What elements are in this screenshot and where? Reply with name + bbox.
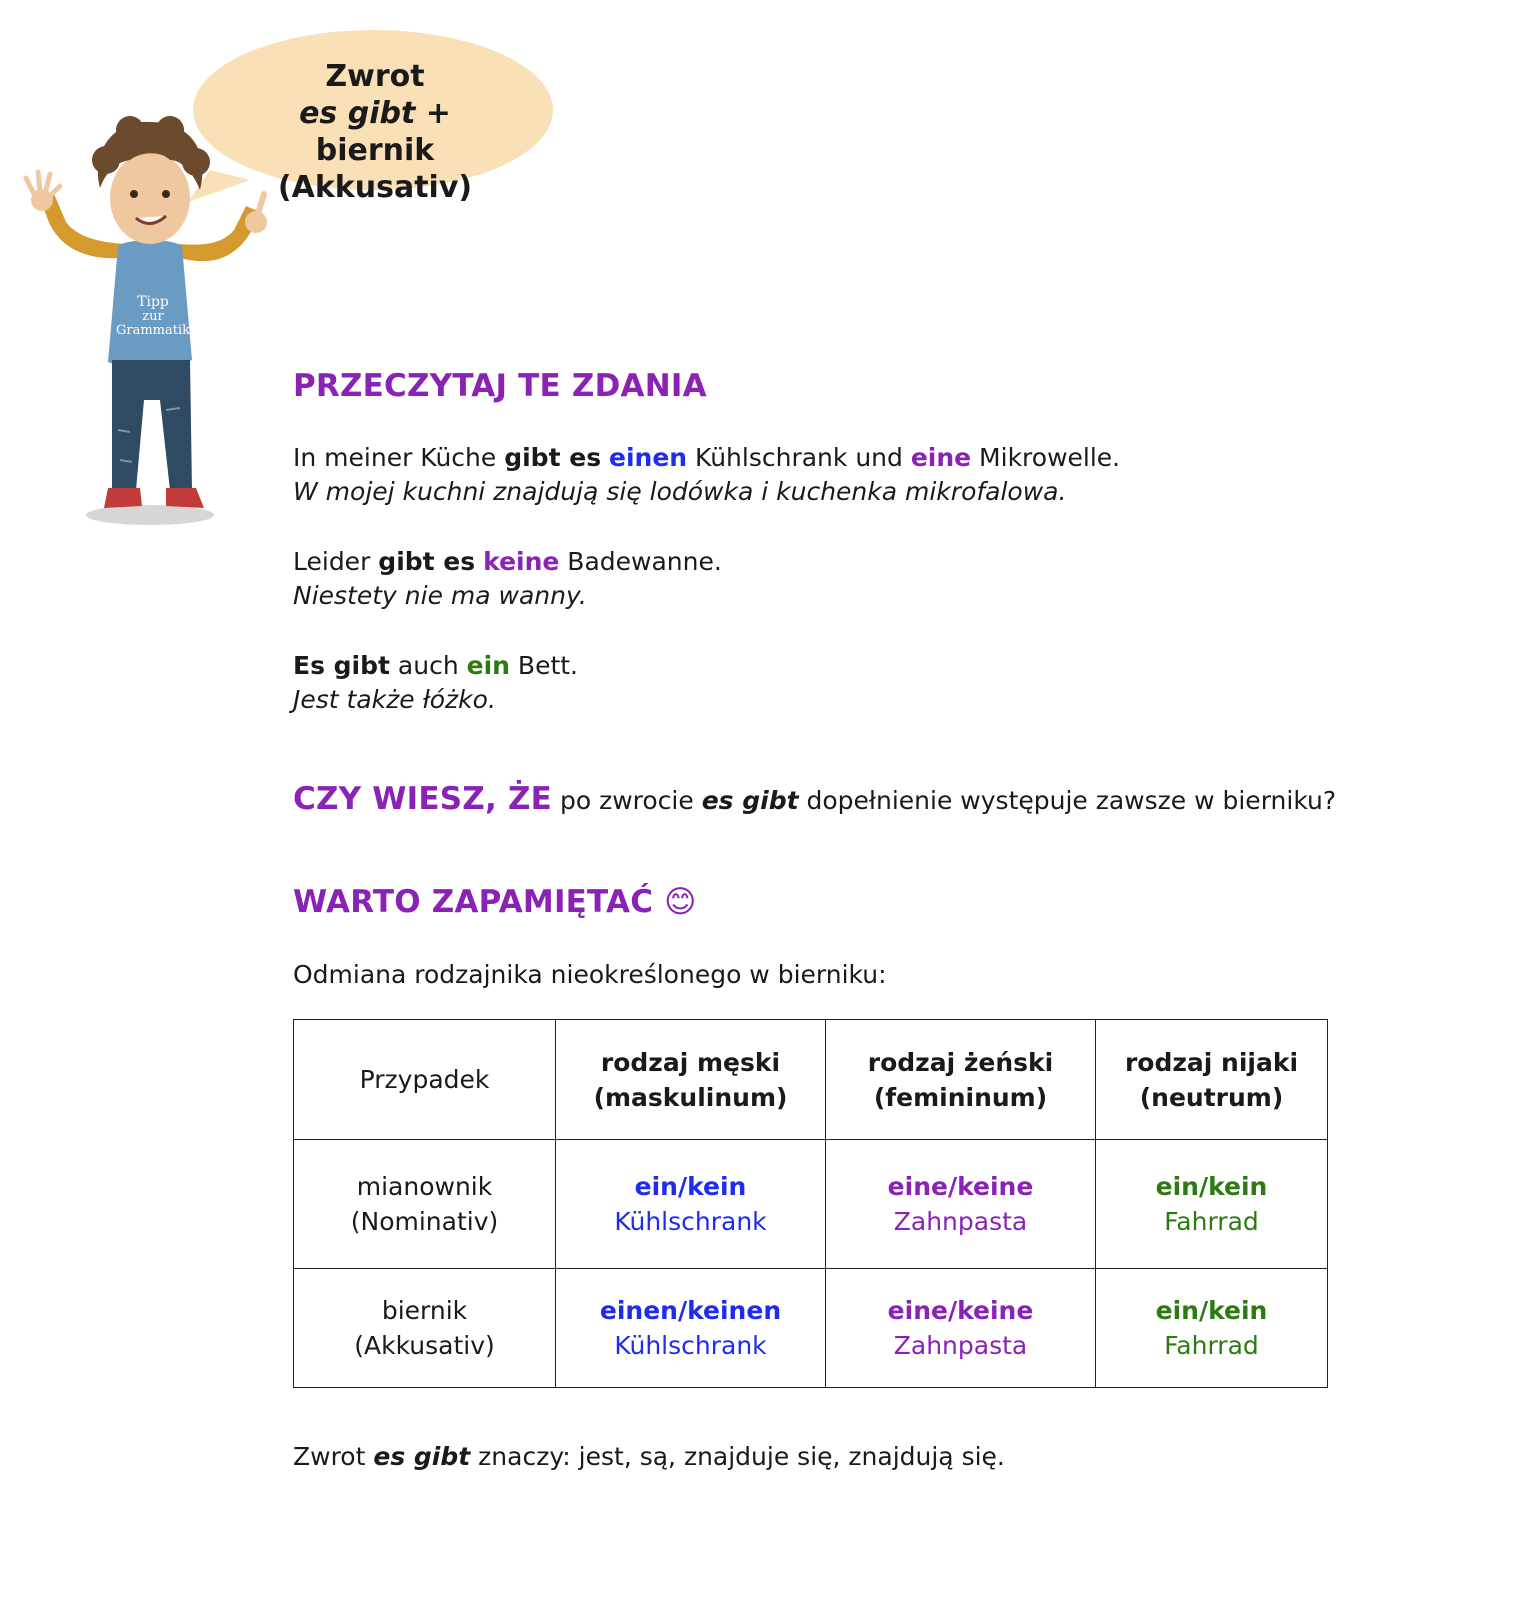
- header-neuter: rodzaj nijaki (neutrum): [1096, 1020, 1328, 1140]
- table-row: [294, 1269, 1328, 1388]
- sentence-3-translation: Jest także łóżko.: [293, 685, 496, 714]
- smile-emoji-icon: 😊: [664, 884, 697, 920]
- bubble-line-3: (Akkusativ): [277, 170, 473, 205]
- shirt-line-1: Tipp: [137, 294, 169, 310]
- section-heading-read: PRZECZYTAJ TE ZDANIA: [293, 368, 707, 404]
- cell-feminine: eine/keine Zahnpasta: [826, 1269, 1096, 1388]
- table-intro: Odmiana rodzajnika nieokreślonego w bierniku:: [293, 960, 887, 989]
- bubble-line-1: Zwrot: [325, 59, 425, 94]
- shirt-line-3: Grammatik: [115, 323, 191, 338]
- cell-case: biernik (Akkusativ): [294, 1269, 556, 1388]
- sentence-2-translation: Niestety nie ma wanny.: [293, 581, 587, 610]
- footer-note: Zwrot es gibt znaczy: jest, są, znajduje się, znajdują się.: [293, 1442, 1005, 1471]
- did-you-know: CZY WIESZ, ŻE po zwrocie es gibt dopełnienie występuje zawsze w bierniku?: [293, 781, 1337, 817]
- table-header-row: [294, 1020, 1328, 1140]
- sentence-1-translation: W mojej kuchni znajdują się lodówka i kuchenka mikrofalowa.: [293, 477, 1067, 506]
- header-masculine: rodzaj męski (maskulinum): [556, 1020, 826, 1140]
- sentence-1: In meiner Küche gibt es einen Kühlschrank und eine Mikrowelle.: [293, 443, 1121, 472]
- header-feminine: rodzaj żeński (femininum): [826, 1020, 1096, 1140]
- sentence-3: Es gibt auch ein Bett.: [293, 651, 578, 680]
- header-case: Przypadek: [294, 1020, 556, 1140]
- cell-neuter: ein/kein Fahrrad: [1096, 1269, 1328, 1388]
- cell-neuter: ein/kein Fahrrad: [1096, 1140, 1328, 1269]
- shirt-line-2: zur: [142, 309, 164, 324]
- cell-feminine: eine/keine Zahnpasta: [826, 1140, 1096, 1269]
- cell-case: mianownik (Nominativ): [294, 1140, 556, 1269]
- bubble-line-2: es gibt + biernik: [299, 96, 451, 168]
- cell-masculine: einen/keinen Kühlschrank: [556, 1269, 826, 1388]
- grammar-boy-illustration: [20, 110, 290, 530]
- section-heading-remember: WARTO ZAPAMIĘTAĆ 😊: [293, 884, 697, 920]
- table-row: [294, 1140, 1328, 1269]
- section-heading-did-you-know: CZY WIESZ, ŻE: [293, 781, 553, 817]
- article-declension-table: [293, 1019, 1328, 1388]
- cell-masculine: ein/kein Kühlschrank: [556, 1140, 826, 1269]
- sentence-2: Leider gibt es keine Badewanne.: [293, 547, 722, 576]
